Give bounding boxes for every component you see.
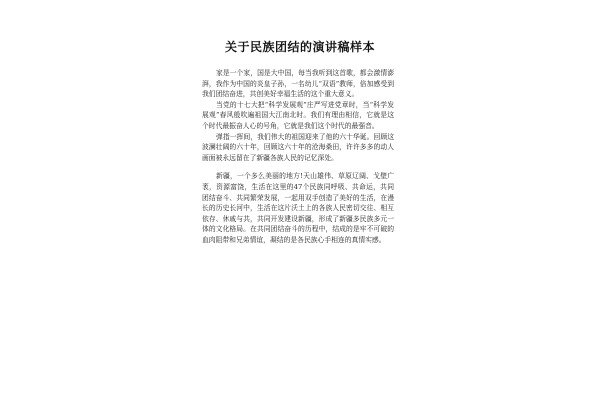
paragraph-4: 新疆，一个多么美丽的地方!天山雄伟、草原辽阔、戈壁广袤，资源富饶，生活在这里的47个民族同呼吸、共命运，共同团结奋斗、共同繁荣发展，一起用双手创造了美好的生活，在漫长的历史长河中，生活在这片沃土上的各族人民密切交往、相互依存、休戚与共，共同开发建设新疆，形成了新疆多民族多元一体的文化格局。在共同团结奋斗的历程中，结成的是牢不可破的血肉阻带和兄弟情谊，凝结的是各民族心手相连的真情实感。: [202, 172, 394, 244]
paragraph-2: 当党的十七大把“科学发展观”庄严写进党章时，当“科学发展观”春风般吹遍祖国大江南北时。我们有理由相信，它就是这个时代最振奋人心的号角，它就是我们这个时代的最强音。: [202, 100, 394, 130]
paragraph-1: 家是一个家，国是大中国，每当我听到这首歌，都会激情澎湃，我作为中国的炎皇子孙，一名幼儿“双语”教师，倍加感受到我们团结奋进，共创美好幸福生活的这个重大意义。: [202, 69, 394, 99]
document-body: [202, 68, 394, 246]
document-title: 关于民族团结的演讲稿样本: [224, 40, 375, 54]
paragraph-3: 弹指一挥间，我们伟大的祖国迎来了他的六十华诞。回顾这波澜壮阔的六十年，回顾这六十年的沧海桑田，许许多多的动人画面被永远留在了新疆各族人民的记忆深处。: [202, 132, 394, 162]
